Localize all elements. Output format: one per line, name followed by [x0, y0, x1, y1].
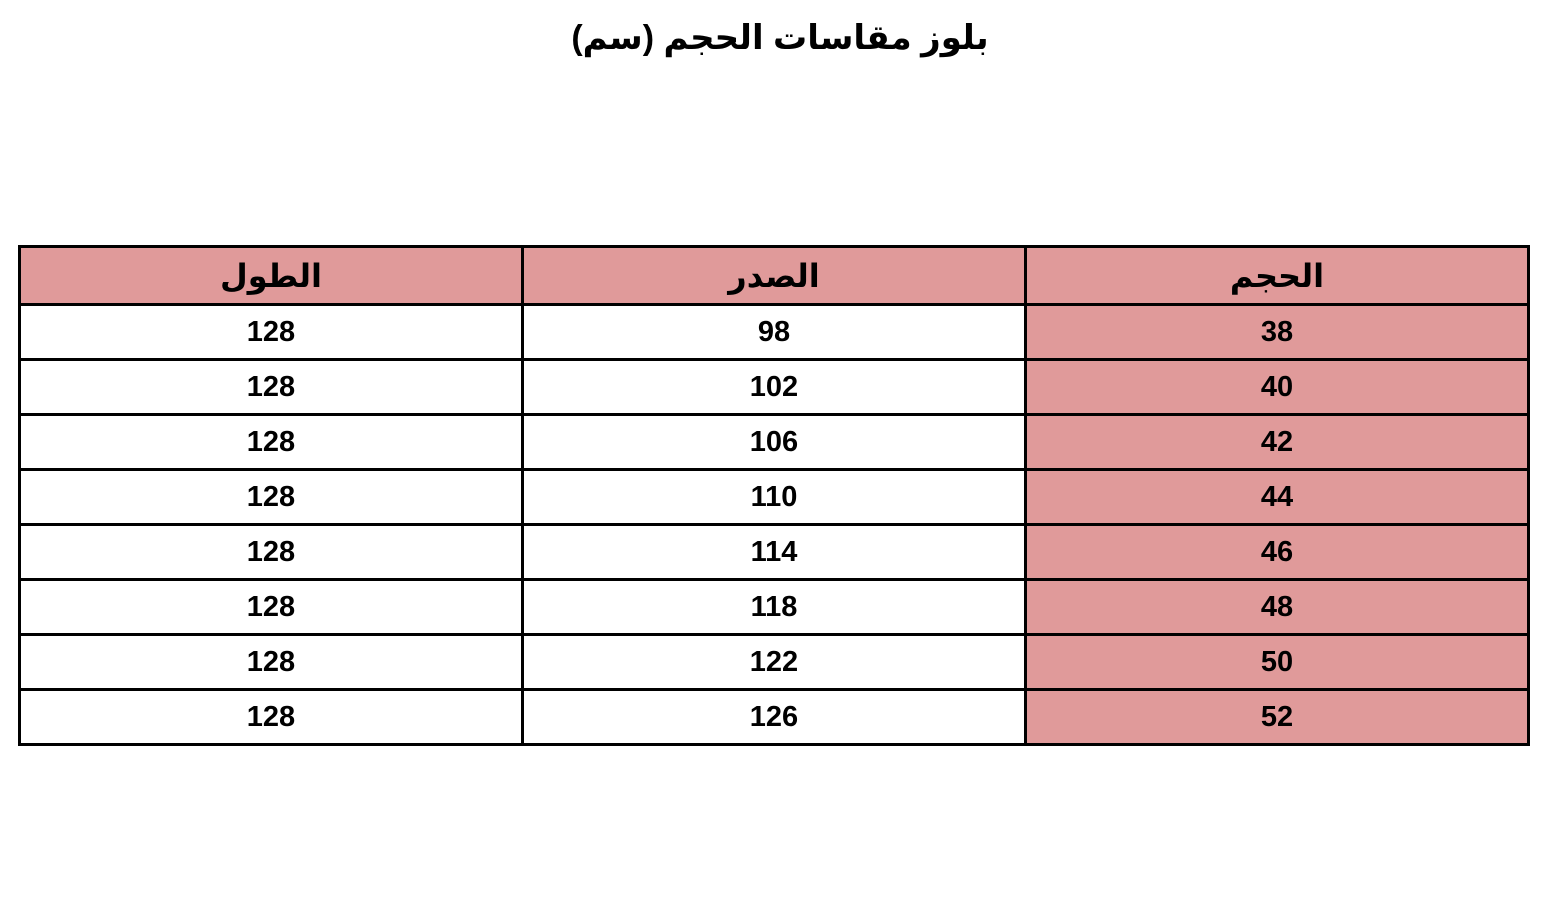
table-header [20, 247, 1529, 305]
cell-size: 38 [1026, 305, 1529, 360]
cell-size: 44 [1026, 470, 1529, 525]
table-body [20, 305, 1529, 745]
cell-length: 128 [20, 415, 523, 470]
size-chart-container [30, 245, 1530, 746]
cell-chest: 126 [523, 690, 1026, 745]
cell-size: 42 [1026, 415, 1529, 470]
column-header-length: الطول [20, 247, 523, 305]
cell-length: 128 [20, 305, 523, 360]
cell-size: 46 [1026, 525, 1529, 580]
table-row [20, 415, 1529, 470]
cell-size: 40 [1026, 360, 1529, 415]
cell-length: 128 [20, 470, 523, 525]
cell-length: 128 [20, 525, 523, 580]
cell-size: 50 [1026, 635, 1529, 690]
cell-length: 128 [20, 690, 523, 745]
column-header-size: الحجم [1026, 247, 1529, 305]
table-row [20, 635, 1529, 690]
cell-chest: 102 [523, 360, 1026, 415]
cell-chest: 106 [523, 415, 1026, 470]
table-header-row [20, 247, 1529, 305]
column-header-chest: الصدر [523, 247, 1026, 305]
cell-chest: 114 [523, 525, 1026, 580]
cell-chest: 118 [523, 580, 1026, 635]
table-row [20, 305, 1529, 360]
cell-chest: 122 [523, 635, 1026, 690]
page-title: بلوز مقاسات الحجم (سم) [571, 19, 989, 57]
size-chart-table [18, 245, 1530, 746]
cell-chest: 110 [523, 470, 1026, 525]
cell-length: 128 [20, 580, 523, 635]
table-row [20, 360, 1529, 415]
table-row [20, 690, 1529, 745]
cell-length: 128 [20, 360, 523, 415]
cell-chest: 98 [523, 305, 1026, 360]
table-row [20, 580, 1529, 635]
cell-size: 52 [1026, 690, 1529, 745]
table-row [20, 525, 1529, 580]
table-row [20, 470, 1529, 525]
cell-length: 128 [20, 635, 523, 690]
cell-size: 48 [1026, 580, 1529, 635]
